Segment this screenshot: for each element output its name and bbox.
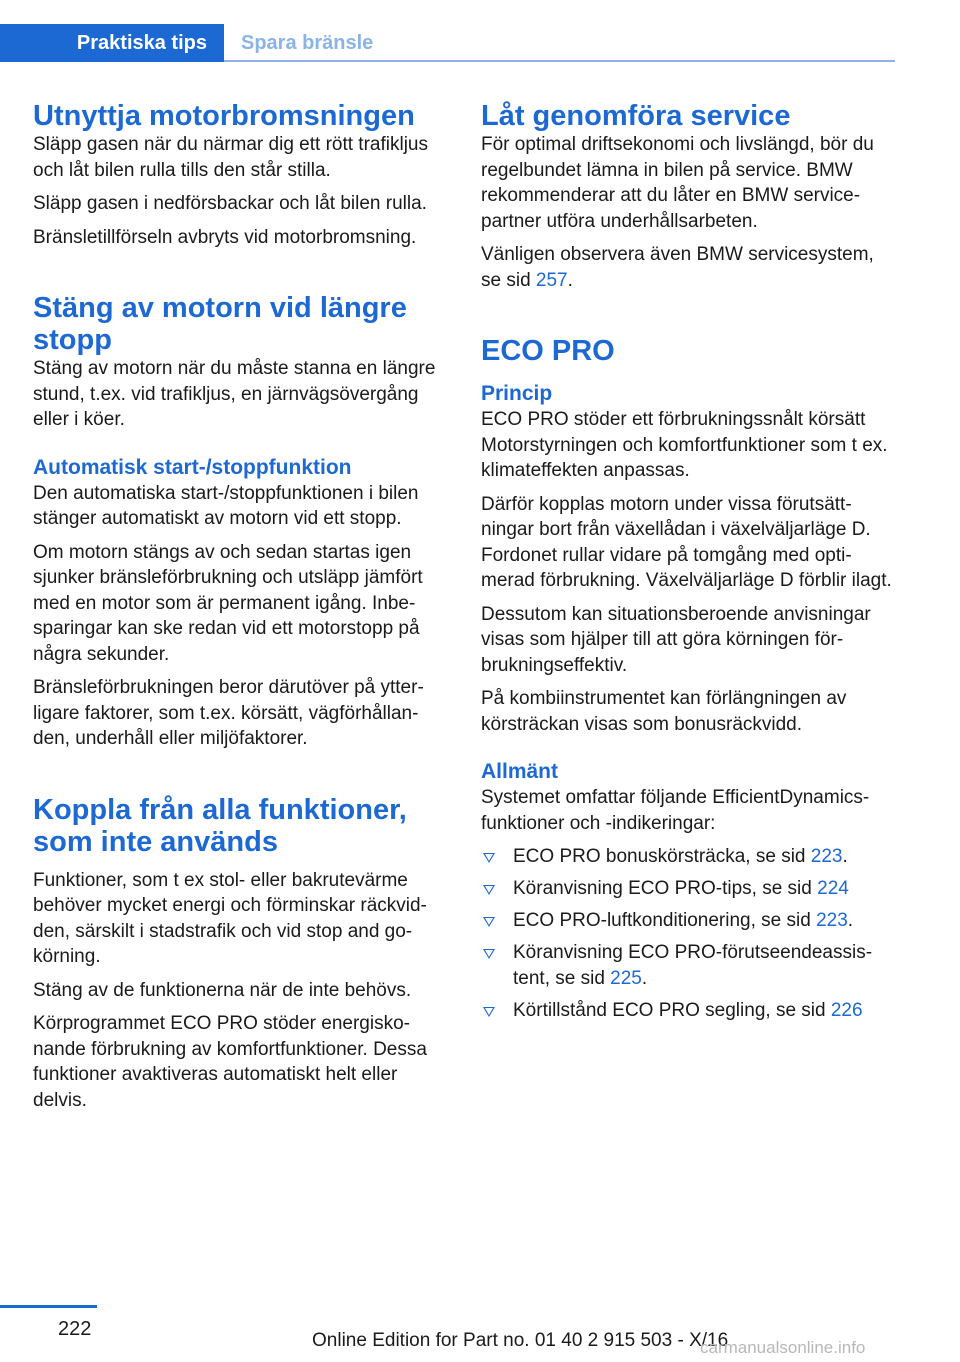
section-tab-spara-bransle[interactable] [224,24,894,62]
paragraph: Bränsletillförseln avbryts vid motorbromsning. [33,226,417,248]
edition-text: Online Edition for Part no. 01 40 2 915 503 - X/16 [312,1330,729,1351]
left-column [33,100,448,1121]
text: . [641,967,648,989]
heading-motorbromsning: Utnyttja motorbromsningen [33,100,415,132]
paragraph: ECO PRO stöder ett förbrukningssnålt körsätt Motorstyrningen och komfortfunktioner som t ex. klimateffekten anpassas. [481,409,888,481]
paragraph: Stäng av de funktionerna när de inte behövs. [33,979,412,1001]
paragraph-service-ref [481,242,895,293]
paragraph: Om motorn stängs av och sedan startas igen sjunker bränsleförbrukning och utsläpp jämfört med en motor som är permanent igång. Inbesparingar kan ske redan vid ett motorstopp på några sekunder. [33,541,423,665]
heading-service: Låt genomföra service [481,100,791,132]
heading-stang-av-motorn: Stäng av motorn vid längre stopp [33,292,407,356]
page-link[interactable]: 224 [817,878,849,899]
section-tab-label: Spara bränsle [241,31,374,54]
paragraph: Systemet omfattar följande EfficientDynamics-funktioner och -indikeringar: [481,787,870,834]
paragraph: Bränsleförbrukningen beror därutöver på ytterligare faktorer, som t.ex. körsätt, vägförhållanden, underhåll eller miljöfaktorer. [33,677,424,749]
list-item [481,844,895,870]
text: ECO PRO-luftkonditionering, se sid [513,910,817,931]
paragraph: Funktioner, som t ex stol- eller bakrutevärme behöver mycket energi och förminskar räckvidden, särskilt i stadstrafik och vid stop and go-körning. [33,869,427,967]
triangle-bullet-icon [483,1007,495,1017]
page-link-257[interactable]: 257 [535,269,568,291]
page-link[interactable]: 225 [610,967,642,989]
list-item [481,940,895,991]
chapter-tab-label: Praktiska tips [76,31,207,54]
page-link[interactable]: 223 [816,910,848,931]
heading-eco-pro: ECO PRO [481,335,615,367]
text: Vänligen observera även BMW servicesystem, se sid [481,244,874,291]
subheading-start-stopp: Automatisk start-/stoppfunktion [33,455,352,479]
text: Köranvisning ECO PRO-tips, se sid [513,878,818,899]
triangle-bullet-icon [483,853,495,863]
paragraph: Dessutom kan situationsberoende anvisningar visas som hjälper till att göra körningen förbrukningseffektiv. [481,603,871,676]
paragraph: Den automatiska start-/stoppfunktionen i bilen stänger automatiskt av motorn vid ett stopp. [33,482,419,529]
text: ECO PRO bonuskörsträcka, se sid [513,846,811,867]
chapter-tab-praktiska-tips[interactable] [0,24,224,62]
chapter-header [0,0,960,62]
text: Körtillstånd ECO PRO segling, se sid [513,999,831,1021]
subheading-princip: Princip [481,382,553,405]
triangle-bullet-icon [483,885,495,895]
triangle-bullet-icon [483,917,495,927]
page-link[interactable]: 226 [830,999,863,1021]
triangle-bullet-icon [483,949,495,959]
heading-koppla-fran: Koppla från alla funktioner, som inte används [33,793,407,858]
page-link[interactable]: 223 [810,846,843,867]
paragraph: För optimal driftsekonomi och livslängd, bör du regelbundet lämna in bilen på service. BMW rekommenderar att du låter en BMW servicepartner utföra underhållsarbeten. [481,134,874,232]
text: . [567,269,573,291]
paragraph: Släpp gasen i nedförsbackar och låt bilen rulla. [33,193,427,214]
footer-rule [0,1305,97,1308]
paragraph: Därför kopplas motorn under vissa förutsättningar bort från växellådan i växelväljarläge D. Fordonet rullar vidare på tomgång med optimerad förbrukning. Växelväljarläge D förblir ilagt. [481,493,892,591]
header-rule [224,60,895,62]
text: . [842,846,848,867]
function-list [481,844,895,1023]
list-item [481,876,895,902]
watermark: carmanualsonline.info [700,1338,866,1357]
paragraph: Släpp gasen när du närmar dig ett rött trafikljus och låt bilen rulla tills den står stilla. [33,134,428,181]
text: Köranvisning ECO PRO-förutseendeassistent, se sid [513,942,873,989]
right-column [481,100,895,1030]
list-item [481,998,895,1024]
subheading-allmant: Allmänt [481,760,559,783]
text: . [847,910,854,931]
paragraph: Körprogrammet ECO PRO stöder energiskonande förbrukning av komfortfunktioner. Dessa funktioner avaktiveras automatiskt helt eller delvis. [33,1013,427,1111]
list-item [481,908,895,934]
paragraph: Stäng av motorn när du måste stanna en längre stund, t.ex. vid trafikljus, en järnvägsövergång eller i köer. [33,358,436,430]
paragraph: På kombiinstrumentet kan förlängningen av körsträckan visas som bonusräckvidd. [481,688,847,735]
page-number: 222 [58,1318,92,1340]
